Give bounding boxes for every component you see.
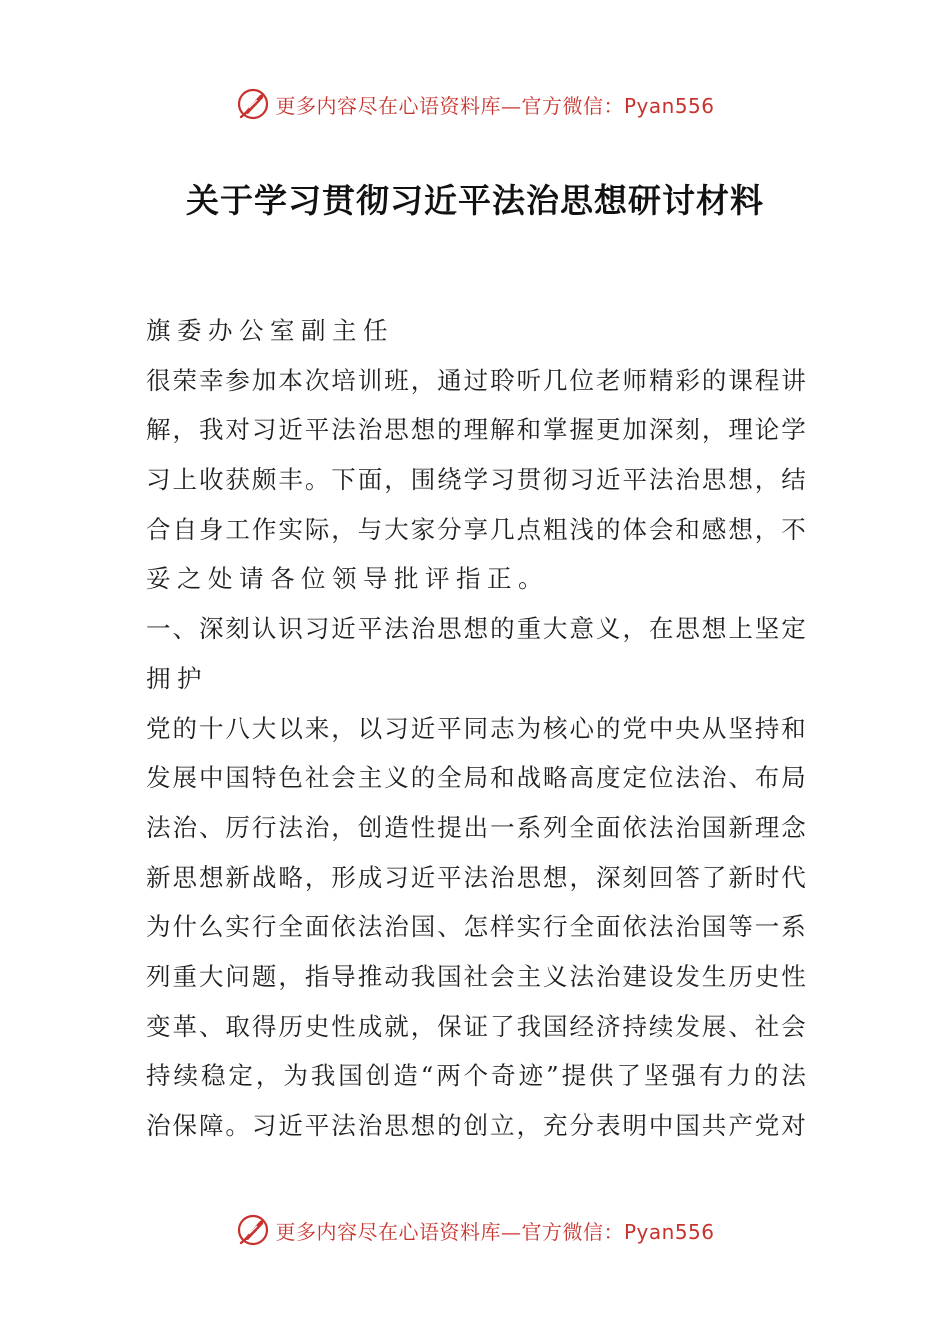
document-title: 关于学习贯彻习近平法治思想研讨材料: [186, 181, 764, 220]
body-line: 合 自 身 工 作 实 际 ， 与 大 家 分 享 几 点 粗 浅 的 体 会 和 感 想 ， 不: [146, 514, 806, 544]
body-line: 发 展 中 国 特 色 社 会 主 义 的 全 局 和 战 略 高 度 定 位 法 治 、 布 局: [146, 763, 806, 793]
watermark-header: [0, 82, 950, 126]
body-line: 解 ， 我 对 习 近 平 法 治 思 想 的 理 解 和 掌 握 更 加 深 刻 ， 理 论 学: [146, 415, 806, 445]
body-line: 很 荣 幸 参 加 本 次 培 训 班 ， 通 过 聆 听 几 位 老 师 精 彩 的 课 程 讲: [146, 365, 806, 395]
body-line: 列 重 大 问 题 ， 指 导 推 动 我 国 社 会 主 义 法 治 建 设 发 生 历 史 性: [146, 961, 806, 991]
body-line: 持 续 稳 定 ， 为 我 国 创 造 “ 两 个 奇 迹 ” 提 供 了 坚 强 有 力 的 法: [146, 1061, 806, 1091]
body-line: 变 革 、 取 得 历 史 性 成 就 ， 保 证 了 我 国 经 济 持 续 发 展 、 社 会: [146, 1011, 806, 1041]
body-line: 新 思 想 新 战 略 ， 形 成 习 近 平 法 治 思 想 ， 深 刻 回 答 了 新 时 代: [146, 862, 806, 892]
watermark-wechat-id: Pyan556: [623, 93, 715, 118]
body-line: 习 上 收 获 颇 丰 。 下 面 ， 围 绕 学 习 贯 彻 习 近 平 法 治 思 想 ， 结: [146, 465, 806, 495]
body-line: 党 的 十 八 大 以 来 ， 以 习 近 平 同 志 为 核 心 的 党 中 央 从 坚 持 和: [146, 713, 806, 743]
body-line: 一 、 深 刻 认 识 习 近 平 法 治 思 想 的 重 大 意 义 ， 在 思 想 上 坚 定: [146, 614, 806, 644]
watermark-dash: —: [500, 1219, 522, 1244]
watermark-dash: —: [500, 93, 522, 118]
body-line: 法 治 、 厉 行 法 治 ， 创 造 性 提 出 一 系 列 全 面 依 法 治 国 新 理 念: [146, 812, 806, 842]
watermark-wechat-id: Pyan556: [623, 1219, 715, 1244]
watermark-wechat-label: 官方微信：: [521, 1219, 624, 1244]
watermark-brand: 更多内容尽在心语资料库: [275, 1219, 501, 1244]
body-line: 为 什 么 实 行 全 面 依 法 治 国 、 怎 样 实 行 全 面 依 法 治 国 等 一 系: [146, 912, 806, 942]
quill-pen-logo-icon: [235, 86, 271, 122]
watermark-wechat-label: 官方微信：: [521, 93, 624, 118]
watermark-brand: 更多内容尽在心语资料库: [275, 93, 501, 118]
body-line: 拥护: [146, 663, 208, 693]
body-line: 旗委办公室副主任: [146, 316, 394, 345]
body-line: 妥之处请各位领导批评指正。: [146, 564, 549, 594]
document-body: [146, 306, 806, 1151]
watermark-footer: [0, 1208, 950, 1252]
body-line: 治 保 障 。 习 近 平 法 治 思 想 的 创 立 ， 充 分 表 明 中 国 共 产 党 对: [146, 1111, 806, 1140]
quill-pen-logo-icon: [235, 1212, 271, 1248]
